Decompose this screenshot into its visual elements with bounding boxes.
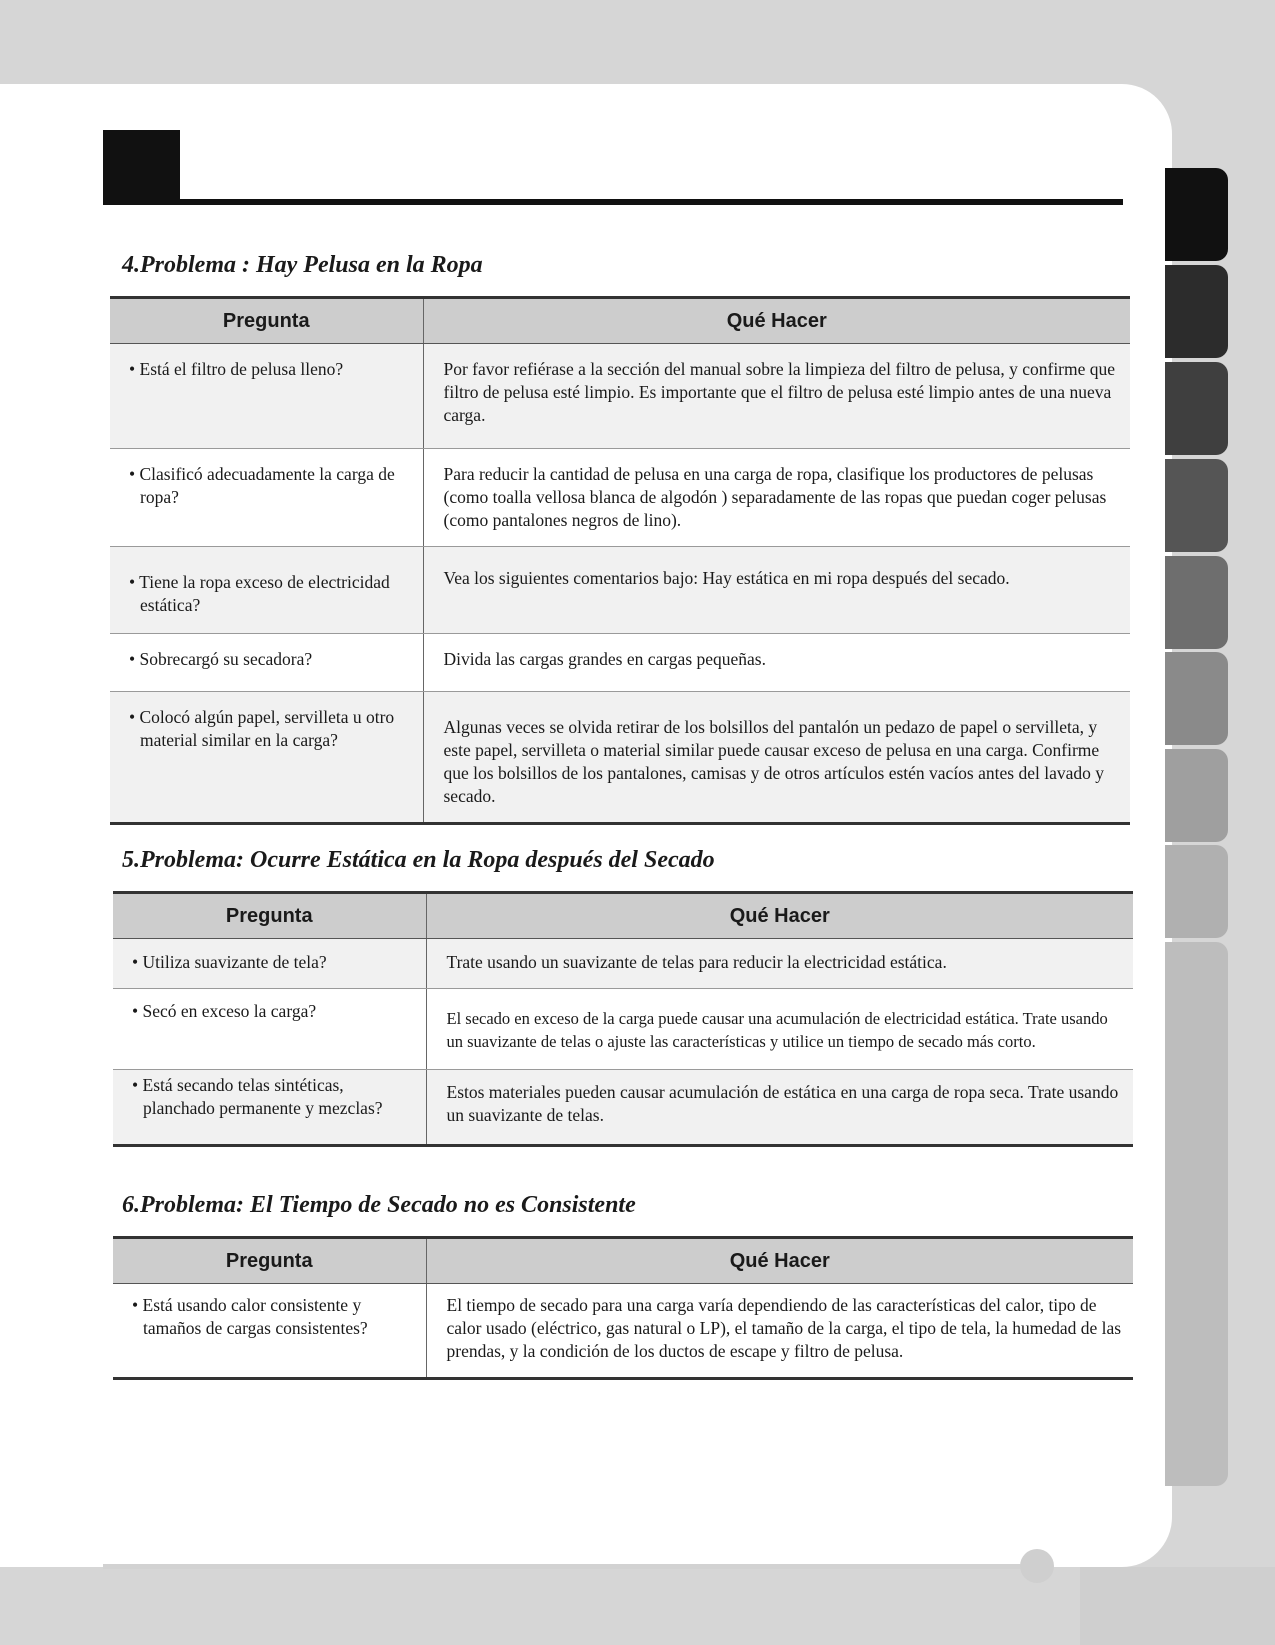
column-header-action: Qué Hacer: [423, 298, 1130, 344]
table-row: [110, 692, 1130, 824]
table-row: [113, 1070, 1133, 1146]
section-tab-5[interactable]: [1165, 556, 1228, 649]
section-tab-3[interactable]: [1165, 362, 1228, 455]
page-number-dot: [1020, 1549, 1054, 1583]
answer-cell: Divida las cargas grandes en cargas pequeñas.: [423, 634, 1130, 692]
column-header-question: Pregunta: [113, 1238, 426, 1284]
header-square-marker: [103, 130, 180, 205]
question-cell: • Sobrecargó su secadora?: [110, 634, 423, 692]
section-tab-8[interactable]: [1165, 845, 1228, 938]
column-header-question: Pregunta: [110, 298, 423, 344]
question-cell: • Secó en exceso la carga?: [113, 989, 426, 1070]
section-tab-6[interactable]: [1165, 652, 1228, 745]
section-tab-7[interactable]: [1165, 749, 1228, 842]
answer-cell: Estos materiales pueden causar acumulación de estática en una carga de ropa seca. Trate usando un suavizante de telas.: [426, 1070, 1133, 1146]
question-cell: • Está el filtro de pelusa lleno?: [110, 344, 423, 449]
table-row: [110, 344, 1130, 449]
section-tab-9[interactable]: [1165, 942, 1228, 1486]
answer-cell: El secado en exceso de la carga puede causar una acumulación de electricidad estática. Trate usando un suavizante de telas o ajuste las características y utilice un tiempo de secado más corto.: [426, 989, 1133, 1070]
header-rule: [180, 199, 1123, 205]
column-header-question: Pregunta: [113, 893, 426, 939]
footer-rule: [103, 1564, 1038, 1569]
section-tab-2[interactable]: [1165, 265, 1228, 358]
answer-cell: Para reducir la cantidad de pelusa en una carga de ropa, clasifique los productores de pelusas (como toalla vellosa blanca de algodón ) separadamente de las ropas que puedan coger pelusas (como pantalones negros de lino).: [423, 449, 1130, 547]
table-row: [110, 449, 1130, 547]
question-cell: • Colocó algún papel, servilleta u otro material similar en la carga?: [110, 692, 423, 824]
page-corner-block: [1080, 1567, 1275, 1645]
question-cell: • Está usando calor consistente y tamaños de cargas consistentes?: [113, 1284, 426, 1379]
troubleshooting-table-4: [110, 296, 1130, 825]
section-tab-1[interactable]: [1165, 168, 1228, 261]
table-row: [113, 989, 1133, 1070]
table-row: [110, 634, 1130, 692]
answer-cell: Algunas veces se olvida retirar de los bolsillos del pantalón un pedazo de papel o servilleta, y este papel, servilleta o material similar puede causar exceso de pelusa en una carga. Confirme que los bolsillos de los pantalones, camisas y de otros artículos estén vacíos antes del lavado y secado.: [423, 692, 1130, 824]
section-title-5: 5.Problema: Ocurre Estática en la Ropa después del Secado: [122, 847, 715, 873]
question-cell: • Está secando telas sintéticas, planchado permanente y mezclas?: [113, 1070, 426, 1146]
answer-cell: Por favor refiérase a la sección del manual sobre la limpieza del filtro de pelusa, y confirme que filtro de pelusa esté limpio. Es importante que el filtro de pelusa esté limpio antes de una nueva carga.: [423, 344, 1130, 449]
section-title-6: 6.Problema: El Tiempo de Secado no es Consistente: [122, 1192, 636, 1218]
answer-cell: Vea los siguientes comentarios bajo: Hay estática en mi ropa después del secado.: [423, 547, 1130, 634]
section-tab-4[interactable]: [1165, 459, 1228, 552]
troubleshooting-table-5: [113, 891, 1133, 1147]
table-row: [113, 1284, 1133, 1379]
troubleshooting-table-6: [113, 1236, 1133, 1380]
answer-cell: El tiempo de secado para una carga varía dependiendo de las características del calor, tipo de calor usado (eléctrico, gas natural o LP), el tamaño de la carga, el tipo de tela, la humedad de las prendas, y la condición de los ductos de escape y filtro de pelusa.: [446, 1295, 1122, 1361]
question-cell: • Tiene la ropa exceso de electricidad estática?: [110, 547, 423, 634]
section-title-4: 4.Problema : Hay Pelusa en la Ropa: [122, 252, 483, 278]
column-header-action: Qué Hacer: [426, 1238, 1133, 1284]
answer-cell: Trate usando un suavizante de telas para reducir la electricidad estática.: [426, 939, 1133, 989]
table-row: [110, 547, 1130, 634]
question-cell: • Clasificó adecuadamente la carga de ropa?: [110, 449, 423, 547]
table-row: [113, 939, 1133, 989]
question-cell: • Utiliza suavizante de tela?: [113, 939, 426, 989]
column-header-action: Qué Hacer: [426, 893, 1133, 939]
